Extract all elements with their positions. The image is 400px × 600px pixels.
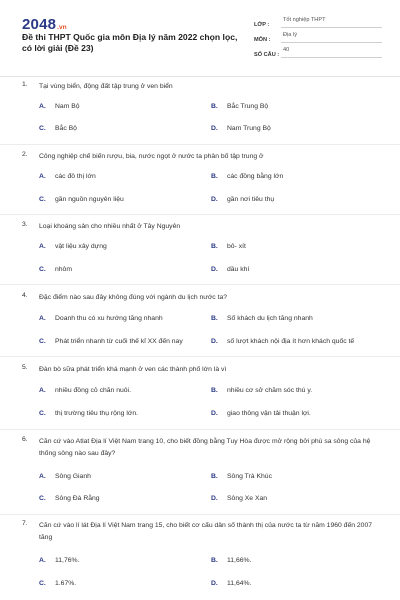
option-b[interactable]: [211, 387, 312, 394]
option-text: Nam Bộ: [55, 103, 80, 110]
option-letter: B.: [211, 173, 218, 180]
option-letter: A.: [39, 173, 46, 180]
option-letter: D.: [211, 495, 218, 502]
logo-main-text: 2048: [22, 16, 57, 33]
option-letter: D.: [211, 410, 218, 417]
option-letter: C.: [39, 196, 46, 203]
option-text: 11,66%.: [227, 557, 252, 564]
option-letter: D.: [211, 266, 218, 273]
option-text: 11,64%.: [227, 580, 252, 587]
option-text: nhôm: [55, 266, 73, 273]
site-logo[interactable]: [22, 16, 67, 33]
option-b[interactable]: [211, 103, 268, 110]
option-d[interactable]: [211, 266, 249, 273]
option-text: Sông Trà Khúc: [227, 473, 272, 480]
exam-meta: [254, 15, 382, 60]
option-letter: C.: [39, 410, 46, 417]
option-text: Phát triển nhanh từ cuối thế kỉ XX đến nay: [55, 338, 183, 345]
option-c[interactable]: [39, 338, 183, 345]
meta-row-subject: [254, 30, 382, 43]
option-b[interactable]: [211, 557, 251, 564]
question-divider: [0, 429, 400, 430]
option-text: Bắc Bộ: [55, 125, 77, 132]
option-text: Sông Gianh: [55, 473, 91, 480]
option-text: Doanh thu có xu hướng tăng nhanh: [55, 315, 163, 322]
question-4: [22, 292, 382, 304]
question-text: Căn cứ vào Atlat Địa lí Việt Nam trang 10, cho biết đồng bằng Tuy Hòa được mở rộng bởi phù sa sông của hệ thống sông nào sau đây?: [39, 438, 371, 457]
option-text: vật liệu xây dựng: [55, 243, 107, 250]
option-d[interactable]: [211, 338, 354, 345]
option-c[interactable]: [39, 196, 124, 203]
option-letter: A.: [39, 473, 46, 480]
option-c[interactable]: [39, 125, 77, 132]
question-divider: [0, 356, 400, 357]
option-text: 11,76%.: [55, 557, 80, 564]
option-b[interactable]: [211, 243, 246, 250]
meta-label: LỚP :: [254, 22, 270, 28]
question-divider: [0, 214, 400, 215]
option-a[interactable]: [39, 557, 79, 564]
option-c[interactable]: [39, 495, 100, 502]
option-d[interactable]: [211, 410, 311, 417]
option-letter: C.: [39, 495, 46, 502]
question-text: Căn cứ vào lí lát Địa lí Việt Nam trang 15, cho biết cơ cấu dân số thành thị của nước ta từ năm 1960 đến 2007 tăng: [39, 522, 373, 541]
option-letter: A.: [39, 243, 46, 250]
option-a[interactable]: [39, 173, 96, 180]
option-text: bô- xít: [227, 243, 246, 250]
question-number: 7.: [22, 520, 28, 527]
question-text: Đàn bò sữa phát triển khá mạnh ở ven các thành phố lớn là vì: [39, 366, 227, 373]
meta-row-class: [254, 15, 382, 28]
meta-value: 40: [281, 47, 382, 58]
option-text: giao thông vận tải thuận lợi.: [227, 410, 311, 417]
option-letter: D.: [211, 125, 218, 132]
option-text: số lượt khách nội địa ít hơn khách quốc tế: [227, 338, 355, 345]
document-header: [0, 0, 400, 70]
header-divider: [0, 76, 400, 77]
option-text: các đô thị lớn: [55, 173, 96, 180]
option-b[interactable]: [211, 315, 313, 322]
option-d[interactable]: [211, 125, 271, 132]
option-letter: B.: [211, 473, 218, 480]
question-number: 1.: [22, 81, 28, 88]
question-text: Loại khoáng sản cho nhiều nhất ở Tây Nguyên: [39, 223, 181, 230]
option-letter: D.: [211, 580, 218, 587]
meta-row-count: [254, 45, 382, 58]
option-text: thị trường tiêu thụ rộng lớn.: [55, 410, 138, 417]
option-letter: C.: [39, 125, 46, 132]
question-number: 5.: [22, 364, 28, 371]
question-divider: [0, 144, 400, 145]
option-text: gần nơi tiêu thụ: [227, 196, 275, 203]
option-a[interactable]: [39, 315, 163, 322]
meta-label: SỐ CÂU :: [254, 52, 280, 58]
option-text: nhiều cơ sở chăm sóc thú y.: [227, 387, 313, 394]
option-letter: B.: [211, 243, 218, 250]
option-d[interactable]: [211, 196, 274, 203]
option-text: Sông Đà Rằng: [55, 495, 100, 502]
question-number: 4.: [22, 292, 28, 299]
question-2: [22, 151, 382, 163]
question-text: Tại vùng biển, động đất tập trung ở ven biển: [39, 83, 173, 90]
question-divider: [0, 514, 400, 515]
question-1: [22, 81, 382, 93]
option-c[interactable]: [39, 580, 76, 587]
meta-value: Địa lý: [281, 32, 382, 43]
option-letter: B.: [211, 315, 218, 322]
meta-label: MÔN :: [254, 37, 271, 43]
option-letter: B.: [211, 557, 218, 564]
question-6: [22, 436, 382, 460]
option-text: Nam Trung Bộ: [227, 125, 271, 132]
option-text: 1.67%.: [55, 580, 77, 587]
option-text: gần nguồn nguyên liệu: [55, 196, 124, 203]
meta-value: Tốt nghiệp THPT: [281, 17, 382, 28]
option-text: dầu khí: [227, 266, 250, 273]
logo-domain-text: .vn: [57, 24, 67, 31]
option-letter: C.: [39, 580, 46, 587]
option-letter: A.: [39, 387, 46, 394]
option-a[interactable]: [39, 243, 107, 250]
option-letter: C.: [39, 266, 46, 273]
option-letter: B.: [211, 387, 218, 394]
question-number: 6.: [22, 436, 28, 443]
option-letter: B.: [211, 103, 218, 110]
option-c[interactable]: [39, 410, 138, 417]
option-c[interactable]: [39, 266, 72, 273]
option-text: các đồng bằng lớn: [227, 173, 284, 180]
option-b[interactable]: [211, 473, 272, 480]
question-number: 2.: [22, 151, 28, 158]
question-text: Đặc điểm nào sau đây không đúng với ngành du lịch nước ta?: [39, 294, 228, 301]
question-text: Công nghiệp chế biến rượu, bia, nước ngọt ở nước ta phân bố tập trung ở: [39, 153, 264, 160]
option-letter: A.: [39, 315, 46, 322]
option-letter: D.: [211, 338, 218, 345]
option-text: Bắc Trung Bộ: [227, 103, 269, 110]
option-text: Số khách du lịch tăng nhanh: [227, 315, 313, 322]
question-number: 3.: [22, 221, 28, 228]
option-a[interactable]: [39, 387, 131, 394]
option-b[interactable]: [211, 173, 283, 180]
option-letter: A.: [39, 557, 46, 564]
option-d[interactable]: [211, 495, 267, 502]
option-letter: D.: [211, 196, 218, 203]
question-5: [22, 364, 382, 376]
option-text: Sông Xe Xan: [227, 495, 268, 502]
option-d[interactable]: [211, 580, 251, 587]
option-text: nhiều đồng cỏ chăn nuôi.: [55, 387, 131, 394]
option-letter: A.: [39, 103, 46, 110]
option-a[interactable]: [39, 473, 91, 480]
option-letter: C.: [39, 338, 46, 345]
question-3: [22, 221, 382, 233]
option-a[interactable]: [39, 103, 80, 110]
question-divider: [0, 284, 400, 285]
document-title: Đề thi THPT Quốc gia môn Địa lý năm 2022 chọn lọc, có lời giải (Đề 23): [22, 32, 238, 53]
question-7: [22, 520, 382, 544]
